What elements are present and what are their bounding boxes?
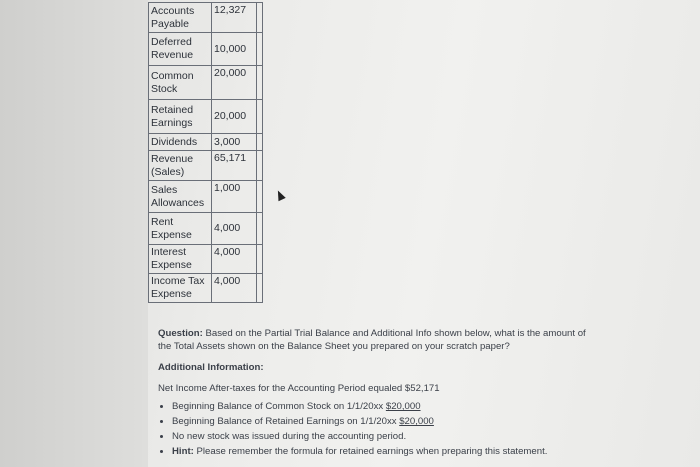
question-text bbox=[158, 327, 588, 353]
empty-cell bbox=[257, 245, 263, 274]
account-name: Sales Allowances bbox=[149, 181, 212, 213]
list-item bbox=[172, 430, 588, 443]
net-income-line: Net Income After-taxes for the Accounting Period equaled $52,171 bbox=[158, 383, 440, 394]
account-value: 12,327 bbox=[212, 3, 257, 33]
account-value: 3,000 bbox=[212, 134, 257, 151]
account-value: 1,000 bbox=[212, 181, 257, 213]
account-name: Retained Earnings bbox=[149, 100, 212, 134]
table-row bbox=[149, 134, 263, 151]
account-name: Income Tax Expense bbox=[149, 274, 212, 303]
question-body: Based on the Partial Trial Balance and Additional Info shown below, what is the amount of the Total Assets shown on the Balance Sheet you prepared on your scratch paper? bbox=[158, 328, 586, 352]
account-value: 65,171 bbox=[212, 151, 257, 181]
empty-cell bbox=[257, 151, 263, 181]
account-name: Interest Expense bbox=[149, 245, 212, 274]
table-row bbox=[149, 33, 263, 66]
account-value: 4,000 bbox=[212, 274, 257, 303]
partial-trial-balance-table bbox=[148, 2, 263, 303]
bullet-amount: $20,000 bbox=[399, 416, 434, 427]
account-name: Deferred Revenue bbox=[149, 33, 212, 66]
account-name: Revenue (Sales) bbox=[149, 151, 212, 181]
account-name: Rent Expense bbox=[149, 213, 212, 245]
hint-label: Hint: bbox=[172, 446, 194, 457]
bullet-text: Beginning Balance of Common Stock on 1/1/20xx bbox=[172, 401, 386, 412]
bullet-amount: $20,000 bbox=[385, 401, 421, 412]
account-value: 4,000 bbox=[212, 213, 257, 245]
additional-info-heading: Additional Information: bbox=[158, 362, 264, 373]
account-name: Common Stock bbox=[149, 66, 212, 100]
account-name: Accounts Payable bbox=[149, 3, 212, 33]
account-value: 20,000 bbox=[212, 100, 257, 134]
table-row bbox=[149, 100, 263, 134]
table-row bbox=[149, 213, 263, 245]
left-shadow bbox=[0, 0, 148, 467]
table-row bbox=[149, 3, 263, 33]
bullet-text: No new stock was issued during the accounting period. bbox=[172, 431, 407, 442]
empty-cell bbox=[257, 100, 263, 134]
list-item bbox=[172, 400, 588, 413]
table-row bbox=[149, 274, 263, 303]
table-row bbox=[149, 151, 263, 181]
list-item bbox=[172, 415, 588, 428]
empty-cell bbox=[257, 134, 263, 151]
account-value: 10,000 bbox=[212, 33, 257, 66]
question-label: Question: bbox=[158, 328, 203, 339]
empty-cell bbox=[257, 33, 263, 66]
table-row bbox=[149, 66, 263, 100]
list-item bbox=[172, 445, 588, 458]
account-value: 20,000 bbox=[212, 66, 257, 100]
account-name: Dividends bbox=[149, 134, 212, 151]
table-row bbox=[149, 181, 263, 213]
spacer bbox=[158, 353, 588, 361]
info-bullet-list bbox=[158, 400, 588, 458]
empty-cell bbox=[257, 66, 263, 100]
table-row bbox=[149, 245, 263, 274]
question-block bbox=[158, 327, 588, 460]
account-value: 4,000 bbox=[212, 245, 257, 274]
bullet-text: Please remember the formula for retained earnings when preparing this statement. bbox=[193, 446, 548, 457]
spacer bbox=[158, 374, 588, 382]
empty-cell bbox=[257, 181, 263, 213]
empty-cell bbox=[257, 3, 263, 33]
empty-cell bbox=[257, 213, 263, 245]
bullet-text: Beginning Balance of Retained Earnings on 1/1/20xx bbox=[172, 416, 400, 427]
empty-cell bbox=[257, 274, 263, 303]
